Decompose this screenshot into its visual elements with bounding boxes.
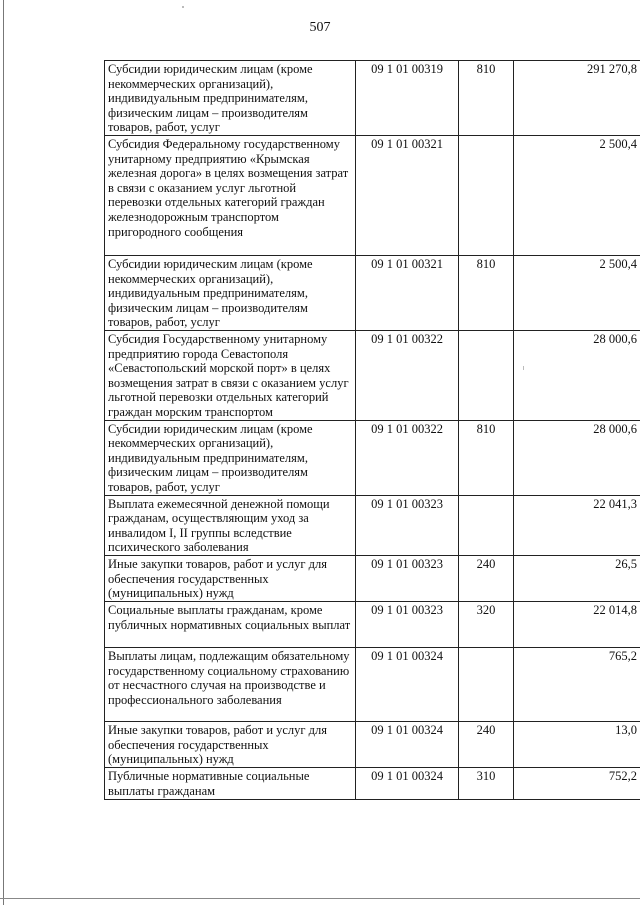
- row-type-cell: 310: [459, 767, 514, 799]
- row-code-cell: 09 1 01 00322: [356, 331, 459, 421]
- budget-table: [104, 60, 640, 800]
- row-code-cell: 09 1 01 00321: [356, 256, 459, 331]
- page-number: 507: [309, 20, 331, 35]
- row-name-cell: Субсидии юридическим лицам (кроме некоммерческих организаций), индивидуальным предпринимателям, физическим лицам – производителям товаров, работ, услуг: [105, 61, 356, 136]
- table-row: [105, 767, 640, 799]
- row-amount-cell: 2 500,4: [514, 136, 640, 256]
- row-name-cell: Публичные нормативные социальные выплаты гражданам: [105, 767, 356, 799]
- row-name-cell: Субсидии юридическим лицам (кроме некоммерческих организаций), индивидуальным предпринимателям, физическим лицам – производителям товаров, работ, услуг: [105, 420, 356, 495]
- row-name-cell: Субсидии юридическим лицам (кроме некоммерческих организаций), индивидуальным предпринимателям, физическим лицам – производителям товаров, работ, услуг: [105, 256, 356, 331]
- row-amount-cell: 752,2: [514, 767, 640, 799]
- row-type-cell: [459, 136, 514, 256]
- row-type-cell: 240: [459, 721, 514, 767]
- row-code-cell: 09 1 01 00322: [356, 420, 459, 495]
- table-row: [105, 495, 640, 555]
- scan-speck: [182, 6, 184, 8]
- row-amount-cell: 2 500,4: [514, 256, 640, 331]
- row-type-cell: 810: [459, 61, 514, 136]
- table-row: [105, 420, 640, 495]
- row-code-cell: 09 1 01 00323: [356, 495, 459, 555]
- row-type-cell: 810: [459, 256, 514, 331]
- row-name-cell: Выплаты лицам, подлежащим обязательному государственному социальному страхованию от несчастного случая на производстве и профессионального заболевания: [105, 647, 356, 721]
- row-amount-cell: 28 000,6: [514, 331, 640, 421]
- table-row: [105, 136, 640, 256]
- row-amount-cell: 28 000,6: [514, 420, 640, 495]
- row-name-cell: Субсидия Государственному унитарному предприятию города Севастополя «Севастопольский морской порт» в целях возмещения затрат в связи с оказанием услуг льготной перевозки отдельных категорий граждан морским транспортом: [105, 331, 356, 421]
- row-code-cell: 09 1 01 00324: [356, 721, 459, 767]
- row-type-cell: [459, 331, 514, 421]
- row-amount-cell: 13,0: [514, 721, 640, 767]
- row-code-cell: 09 1 01 00319: [356, 61, 459, 136]
- table-row: [105, 61, 640, 136]
- row-code-cell: 09 1 01 00323: [356, 555, 459, 601]
- row-amount-cell: 22 041,3: [514, 495, 640, 555]
- row-amount-cell: 765,2: [514, 647, 640, 721]
- table-row: [105, 256, 640, 331]
- row-code-cell: 09 1 01 00323: [356, 601, 459, 647]
- row-type-cell: [459, 495, 514, 555]
- row-type-cell: [459, 647, 514, 721]
- row-name-cell: Иные закупки товаров, работ и услуг для обеспечения государственных (муниципальных) нужд: [105, 721, 356, 767]
- table-row: [105, 647, 640, 721]
- row-code-cell: 09 1 01 00324: [356, 767, 459, 799]
- scan-edge-bottom: [0, 898, 640, 899]
- table-row: [105, 721, 640, 767]
- row-name-cell: Субсидия Федеральному государственному унитарному предприятию «Крымская железная дорога» в целях возмещения затрат в связи с оказанием услуг льготной перевозки отдельных категорий граждан железнодорожным транспортом пригородного сообщения: [105, 136, 356, 256]
- table-row: [105, 555, 640, 601]
- table-row: [105, 601, 640, 647]
- row-type-cell: 240: [459, 555, 514, 601]
- row-code-cell: 09 1 01 00321: [356, 136, 459, 256]
- row-name-cell: Иные закупки товаров, работ и услуг для обеспечения государственных (муниципальных) нужд: [105, 555, 356, 601]
- row-name-cell: Выплата ежемесячной денежной помощи гражданам, осуществляющим уход за инвалидом I, II группы вследствие психического заболевания: [105, 495, 356, 555]
- row-type-cell: 320: [459, 601, 514, 647]
- row-name-cell: Социальные выплаты гражданам, кроме публичных нормативных социальных выплат: [105, 601, 356, 647]
- row-amount-cell: 26,5: [514, 555, 640, 601]
- table-row: [105, 331, 640, 421]
- row-amount-cell: 22 014,8: [514, 601, 640, 647]
- row-amount-cell: 291 270,8: [514, 61, 640, 136]
- row-code-cell: 09 1 01 00324: [356, 647, 459, 721]
- scan-edge-left: [3, 0, 4, 905]
- row-type-cell: 810: [459, 420, 514, 495]
